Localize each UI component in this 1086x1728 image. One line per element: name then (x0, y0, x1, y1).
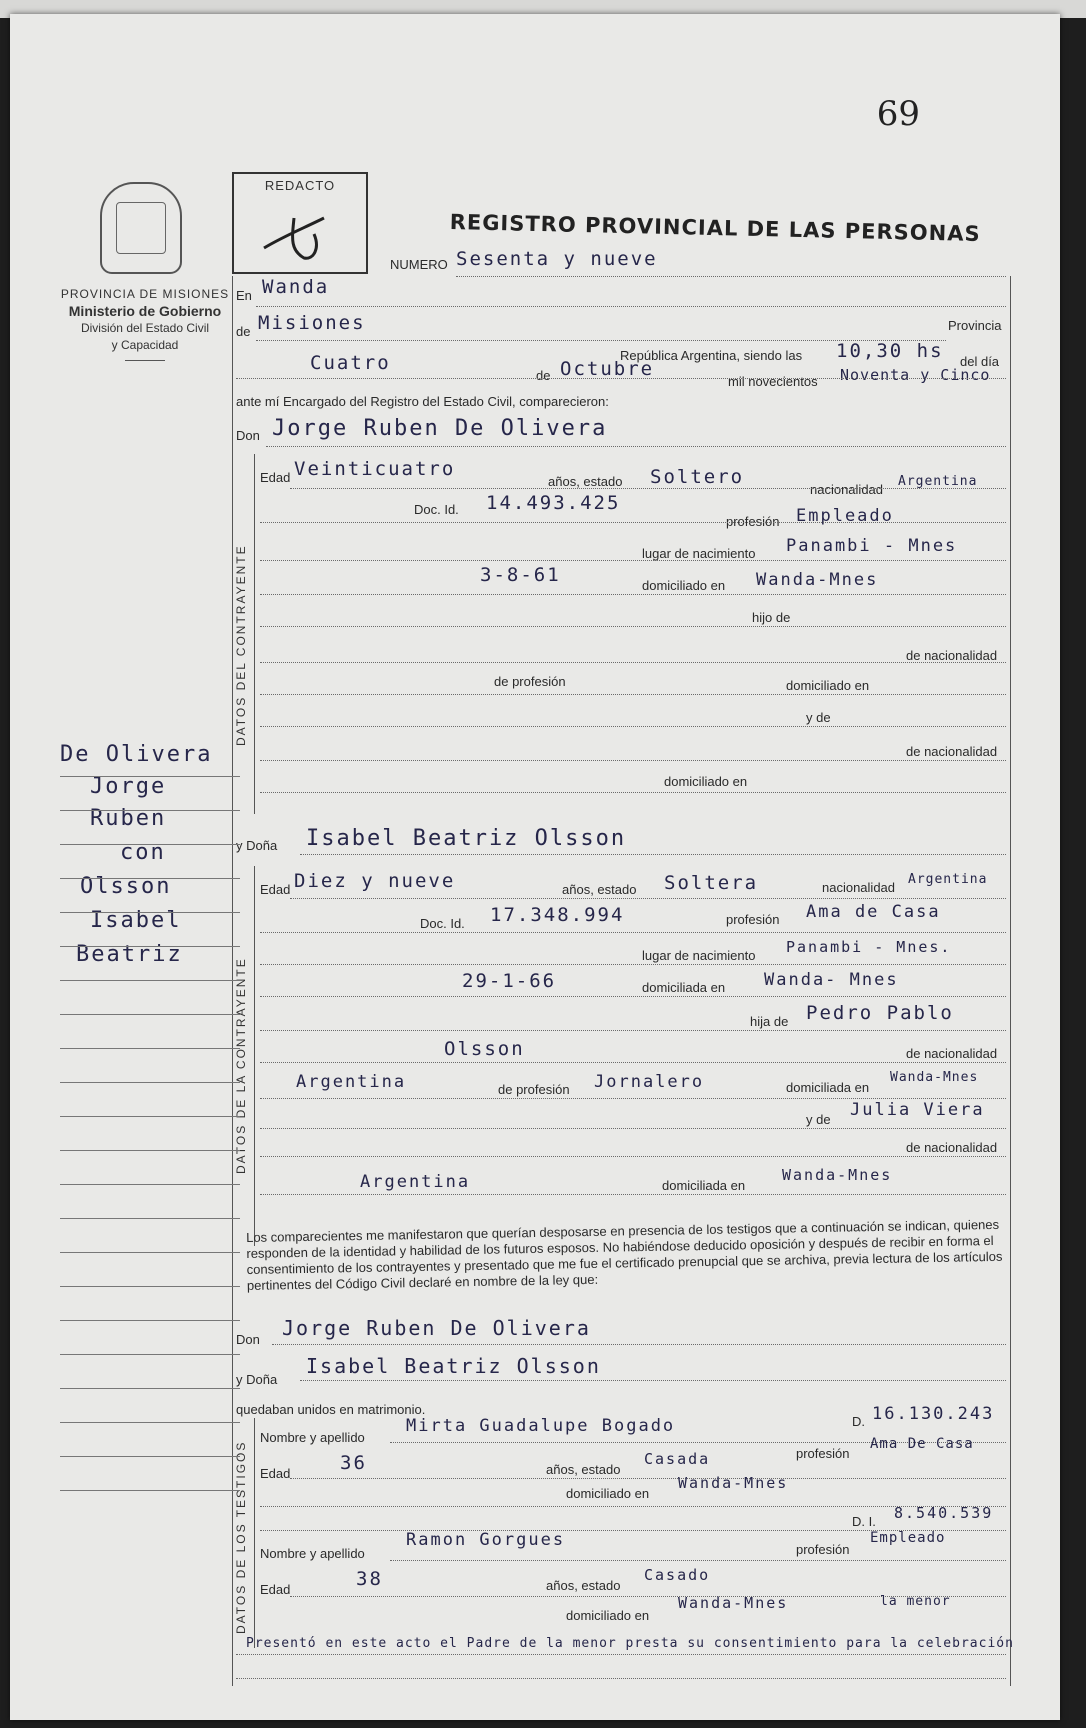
margin-rule (60, 1218, 240, 1219)
c-nacionalidad-label: nacionalidad (810, 482, 884, 497)
mes-value: Octubre (560, 358, 655, 380)
margin-rule (60, 912, 240, 913)
t2-profesion-value: Empleado (870, 1530, 946, 1546)
c-yde-line (260, 726, 1006, 727)
c-edad-line (290, 488, 1006, 489)
margin-name-3: Ruben (90, 806, 167, 831)
t1-domicilio-label: domiciliado en (566, 1486, 650, 1501)
nota-line (236, 1654, 1006, 1655)
f-nacionalidad2-label: de nacionalidad (906, 1046, 998, 1061)
f-dom2-line (260, 1194, 1006, 1195)
de-mes-label: de (536, 368, 551, 383)
margin-rule (60, 1014, 240, 1015)
don-value: Jorge Ruben De Olivera (272, 416, 608, 441)
t1-nombre-value: Mirta Guadalupe Bogado (406, 1416, 676, 1436)
c-domicilio-value: Wanda-Mnes (756, 570, 879, 590)
page-number: 69 (876, 94, 920, 134)
c-nac-line (260, 662, 1006, 663)
margin-rule (60, 946, 240, 947)
f-profesion-value: Ama de Casa (806, 902, 941, 922)
f-de-profesion-label: de profesión (498, 1082, 570, 1097)
t2-estado-label: años, estado (546, 1578, 621, 1593)
contrayente-rule (254, 454, 255, 814)
nota-line-bottom (236, 1678, 1006, 1679)
anio-value: Noventa y Cinco (840, 366, 991, 384)
f-padre-domicilio: Wanda-Mnes (890, 1070, 979, 1085)
f-prof-line (260, 1098, 1006, 1099)
t2-nombre-line (390, 1560, 1006, 1561)
mil-label: mil novecientos (728, 374, 818, 389)
margin-name-1: De Olivera (60, 742, 213, 767)
de-value: Misiones (258, 312, 366, 334)
de-label: de (236, 324, 251, 339)
t1-di-value: 16.130.243 (872, 1404, 995, 1424)
t1-estado-value: Casada (644, 1450, 711, 1468)
seal-shield-icon (116, 202, 166, 254)
testigos-rule (254, 1418, 255, 1648)
t2-profesion-label: profesión (796, 1542, 850, 1557)
don-line (266, 446, 1006, 447)
f-lugar-label: lugar de nacimiento (642, 948, 756, 963)
t2-estado-value: Casado (644, 1566, 711, 1584)
f-madre-line (260, 1128, 1006, 1129)
contrayenta-section-label: DATOS DE LA CONTRAYENTE (234, 957, 248, 1174)
f-nacionalidad-label: nacionalidad (822, 880, 896, 895)
f-padre-profesion: Jornalero (594, 1072, 705, 1092)
f-estado-value: Soltera (664, 872, 759, 894)
ministry-block (50, 286, 240, 361)
t1-profesion-value: Ama De Casa (870, 1436, 974, 1452)
f-padre-apellido: Olsson (444, 1038, 525, 1060)
t1-profesion-label: profesión (796, 1446, 850, 1461)
margin-rule (60, 878, 240, 879)
f-nacionalidad-value: Argentina (908, 872, 988, 887)
f-madre-value: Julia Viera (850, 1100, 985, 1120)
margin-name-6: Isabel (90, 908, 182, 933)
numero-label: NUMERO (390, 257, 448, 272)
f-madre-domicilio: Wanda-Mnes (782, 1166, 893, 1184)
margin-rule (60, 1286, 240, 1287)
f-madre-nacionalidad: Argentina (360, 1172, 471, 1192)
margin-rule (60, 1354, 240, 1355)
margin-rule (60, 844, 240, 845)
f-domiciliada2-label: domiciliada en (662, 1178, 746, 1193)
f-padre-value: Pedro Pablo (806, 1002, 954, 1024)
hora-value: 10,30 hs (836, 340, 944, 362)
margin-name-5: Olsson (80, 874, 172, 899)
unidos-label: quedaban unidos en matrimonio. (236, 1402, 426, 1417)
contrayente-section-label: DATOS DEL CONTRAYENTE (234, 544, 248, 746)
t1-estado-label: años, estado (546, 1462, 621, 1477)
t1-edad-label: Edad (260, 1466, 291, 1481)
margin-rule (60, 1150, 240, 1151)
c-doc-line (260, 522, 1006, 523)
c-nacionalidad3-label: de nacionalidad (906, 744, 998, 759)
f-domiciliada-label: domiciliada en (786, 1080, 870, 1095)
f-hija-label: hija de (750, 1014, 789, 1029)
margin-rule (60, 1116, 240, 1117)
republica-label: República Argentina, siendo las (620, 348, 803, 363)
margin-rule (60, 1184, 240, 1185)
margin-rule (60, 1456, 240, 1457)
ante-label: ante mí Encargado del Registro del Estado Civil, comparecieron: (236, 394, 609, 409)
c-nacionalidad-value: Argentina (898, 474, 978, 489)
t2-nombre-label: Nombre y apellido (260, 1546, 365, 1561)
don-label: Don (236, 428, 260, 443)
contrayenta-rule (254, 866, 255, 1246)
decl-don-label: Don (236, 1332, 260, 1347)
f-doc-label: Doc. Id. (420, 916, 465, 931)
dona-line (300, 854, 1006, 855)
c-hijo-line (260, 626, 1006, 627)
numero-value: Sesenta y nueve (456, 248, 658, 270)
c-dom2-line (260, 792, 1006, 793)
t2-di-value: 8.540.539 (894, 1504, 994, 1522)
c-lugar-line (260, 560, 1006, 561)
decl-don-line (272, 1344, 1006, 1345)
f-doc-value: 17.348.994 (490, 904, 625, 926)
provincia-label: Provincia (948, 318, 1002, 333)
dona-label: y Doña (236, 838, 278, 853)
c-prof-line (260, 694, 1006, 695)
margin-rule (60, 1252, 240, 1253)
declaration-text: Los comparecientes me manifestaron que querían desposarse en presencia de los testigos que a continuación se indican, quienes responden de la identidad y habilidad de los futuros esposos. No habiéndose deducido oposición y después de recibir en forma el consentimiento de los contrayentes y presentado que me fue el certificado prenupcial que se archiva, previa lectura de los artículos pertinentes del Código Civil declaré en nombre de la ley que: (246, 1216, 1003, 1293)
margin-rule (60, 1048, 240, 1049)
t2-domicilio-value: Wanda-Mnes (678, 1594, 789, 1612)
c-y-de-label: y de (806, 710, 831, 725)
stamp-signature-icon (234, 198, 362, 268)
dia-value: Cuatro (310, 352, 391, 374)
t1-domicilio-value: Wanda-Mnes (678, 1474, 789, 1492)
margin-name-4: con (120, 840, 166, 865)
f-y-de-label: y de (806, 1112, 831, 1127)
decl-dona-value: Isabel Beatriz Olsson (306, 1354, 601, 1378)
f-padre-nacionalidad: Argentina (296, 1072, 407, 1092)
t2-di-label: D. I. (852, 1514, 876, 1529)
c-doc-value: 14.493.425 (486, 492, 621, 514)
margin-rule (60, 810, 240, 811)
t2-edad-value: 38 (356, 1568, 383, 1590)
c-fecha-value: 3-8-61 (480, 564, 561, 586)
ministry-division: División del Estado Civil (80, 321, 210, 335)
dona-value: Isabel Beatriz Olsson (306, 826, 627, 851)
t1-nombre-label: Nombre y apellido (260, 1430, 365, 1445)
left-rule (232, 276, 233, 1686)
f-profesion-label: profesión (726, 912, 780, 927)
margin-rule (60, 1082, 240, 1083)
en-label: En (236, 288, 252, 303)
c-edad-label: Edad (260, 470, 291, 485)
f-estado-label: años, estado (562, 882, 637, 897)
margin-name-7: Beatriz (76, 942, 183, 967)
t2-domicilio-label: domiciliado en (566, 1608, 650, 1623)
c-estado-label: años, estado (548, 474, 623, 489)
f-edad-value: Diez y nueve (294, 870, 456, 892)
t1-edad-value: 36 (340, 1452, 367, 1474)
f-domicilio-label: domiciliada en (642, 980, 726, 995)
f-padre-line (260, 1062, 1006, 1063)
en-line (256, 306, 1006, 307)
f-nac2-line (260, 1156, 1006, 1157)
c-nac2-line (260, 760, 1006, 761)
nota-line2: Presentó en este acto el Padre de la menor presta su consentimiento para la celebración (246, 1636, 1014, 1651)
ministry-capacidad: y Capacidad (111, 338, 179, 352)
c-de-profesion-label: de profesión (494, 674, 566, 689)
document-page (10, 14, 1060, 1720)
stamp-label: REDACTO (264, 178, 336, 193)
del-dia-label: del día (960, 354, 1000, 369)
c-profesion-label: profesión (726, 514, 780, 529)
redacto-stamp (232, 172, 368, 274)
margin-name-2: Jorge (90, 774, 167, 799)
c-domiciliado-label: domiciliado en (786, 678, 870, 693)
margin-rule (60, 1490, 240, 1491)
f-lugar-value: Panambi - Mnes. (786, 938, 952, 956)
right-rule (1010, 276, 1011, 1686)
t2-edad-label: Edad (260, 1582, 291, 1597)
f-fecha-line (260, 996, 1006, 997)
f-edad-line (290, 898, 1006, 899)
f-lugar-line (260, 964, 1006, 965)
f-hija-line (260, 1030, 1006, 1031)
c-domicilio-label: domiciliado en (642, 578, 726, 593)
decl-dona-line (300, 1380, 1006, 1381)
margin-rule (60, 980, 240, 981)
decl-dona-label: y Doña (236, 1372, 278, 1387)
testigos-section-label: DATOS DE LOS TESTIGOS (234, 1440, 248, 1634)
margin-rule (60, 1388, 240, 1389)
dia-line (236, 378, 1006, 379)
decl-don-value: Jorge Ruben De Olivera (282, 1316, 591, 1340)
margin-rule (60, 1320, 240, 1321)
c-profesion-value: Empleado (796, 506, 894, 526)
ministry-province: PROVINCIA DE MISIONES (60, 287, 230, 301)
c-hijo-label: hijo de (752, 610, 791, 625)
ministry-name: Ministerio de Gobierno (68, 303, 222, 319)
f-nacionalidad3-label: de nacionalidad (906, 1140, 998, 1155)
f-fecha-value: 29-1-66 (462, 970, 557, 992)
document-title: REGISTRO PROVINCIAL DE LAS PERSONAS (449, 210, 981, 247)
c-estado-value: Soltero (650, 466, 745, 488)
c-fecha-line (260, 594, 1006, 595)
c-lugar-value: Panambi - Mnes (786, 536, 958, 556)
t1-edad-line (290, 1478, 1006, 1479)
margin-rule (60, 1422, 240, 1423)
margin-rule (60, 776, 240, 777)
c-lugar-label: lugar de nacimiento (642, 546, 756, 561)
en-value: Wanda (262, 276, 330, 298)
f-edad-label: Edad (260, 882, 291, 897)
c-edad-value: Veinticuatro (294, 458, 456, 480)
t1-di-label: D. (852, 1414, 865, 1429)
nota-line1: la menor (880, 1594, 951, 1609)
numero-line (456, 276, 1006, 277)
c-doc-label: Doc. Id. (414, 502, 459, 517)
f-domicilio-value: Wanda- Mnes (764, 970, 899, 990)
ministry-rule (125, 360, 165, 361)
provincial-seal-icon (100, 182, 182, 274)
c-nacionalidad2-label: de nacionalidad (906, 648, 998, 663)
t2-nombre-value: Ramon Gorgues (406, 1530, 566, 1550)
c-domiciliado2-label: domiciliado en (664, 774, 748, 789)
f-doc-line (260, 932, 1006, 933)
